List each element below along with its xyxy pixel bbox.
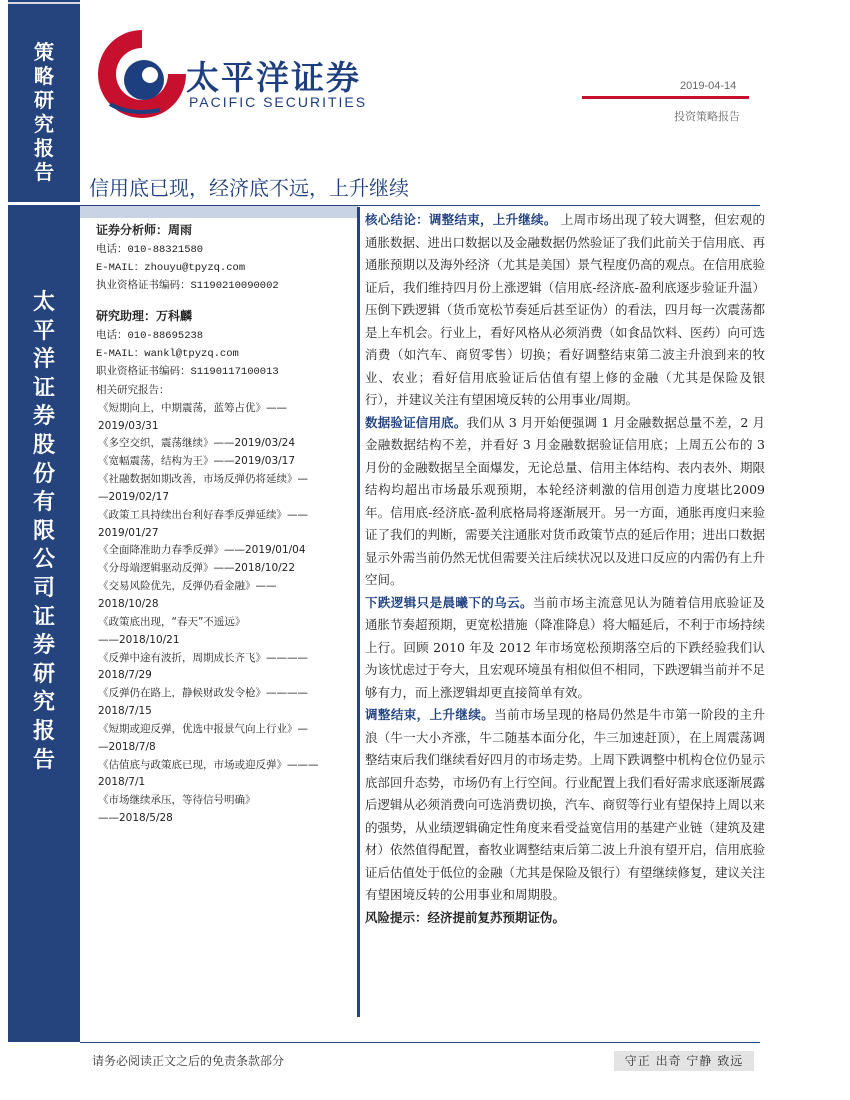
sidebar-top-line: [8, 2, 80, 4]
downside-logic-text: 当前市场主流意见认为随着信用底验证及通胀节奏超预期，更宽松措施（降准降息）将大幅延后，不利于市场持续上行。回顾 2010 年及 2012 年市场宽松预期落空后的下跌经验我们认为该忧虑过于夸大，且宏观环境虽有相似但不相同，下跌逻辑当前并不足够有力，而上涨逻辑却更直接简单有效。: [365, 594, 766, 700]
related-report-date: 2018/7/29: [98, 669, 152, 682]
sidebar-company-char: 限: [32, 517, 55, 544]
related-report-item: [96, 578, 358, 614]
related-report-date: 2019/03/31: [98, 419, 159, 432]
outlook-text: 当前市场呈现的格局仍然是牛市第一阶段的主升浪（牛一大小齐涨，牛二随基本面分化，牛三加速赶顶），在上周震荡调整结束后我们继续看好四月的市场走势。上周下跌调整中机构仓位仍显示底部回升态势，市场仍有上行空间。行业配置上我们看好需求底逐渐展露后逻辑从必须消费向可选消费切换，汽车、商贸等行业有望保持上周以来的强势，从业绩逻辑确定性角度来看受益宽信用的基建产业链（建筑及建材）依然值得配置，畜牧业调整结束后第二波上升浪有望开启，信用底验证后估值处于低位的金融（尤其是保险及银行）有望继续修复，建议关注有望困境反转的公用事业和周期股。: [365, 707, 766, 902]
analyst-phone: 电话：010-88321580: [96, 244, 204, 257]
sidebar-company-char: 告: [32, 746, 55, 773]
related-report-item: [96, 471, 358, 507]
related-report-item: [96, 721, 358, 757]
sidebar-company-char: 平: [32, 317, 55, 344]
assistant-phone: 电话：010-88695238: [96, 330, 204, 343]
downside-logic-heading: 下跌逻辑只是晨曦下的乌云。: [365, 594, 533, 610]
outlook-heading: 调整结束，上升继续。: [365, 707, 495, 722]
paragraph-core-conclusion: [365, 209, 765, 412]
company-motto: 守正 出奇 宁静 致远: [614, 1051, 754, 1071]
sidebar-company-char: 报: [32, 717, 55, 744]
related-report-item: [96, 685, 358, 721]
related-report-title: 《分母端逻辑驱动反弹》——2018/10/22: [98, 562, 296, 575]
report-type: 投资策略报告: [674, 110, 740, 123]
sidebar-report-category: [8, 40, 80, 184]
left-panel-header-band: [80, 206, 358, 218]
sidebar-company-name: [8, 288, 80, 774]
related-report-title: 《社融数据如期改善，市场反弹仍将延续》—: [98, 473, 308, 486]
analyst-panel: [96, 220, 358, 828]
sidebar-company-char: 公: [32, 546, 55, 573]
report-date: 2019-04-14: [680, 80, 737, 92]
sidebar-category-char: 告: [34, 160, 54, 184]
sidebar-company-char: 研: [32, 660, 55, 687]
analyst-email: E-MAIL：zhouyu@tpyzq.com: [96, 262, 246, 275]
related-report-date: 2018/7/1: [98, 776, 146, 789]
paragraph-outlook: [365, 704, 765, 907]
related-report-title: 《政策底出现，“春天”不遥远》: [98, 615, 246, 628]
sidebar-company-char: 究: [32, 689, 55, 716]
related-report-item: [96, 792, 358, 828]
paragraph-downside-logic: [365, 592, 765, 705]
related-reports-heading: 相关研究报告：: [96, 383, 170, 396]
related-report-item: [96, 614, 358, 650]
assistant-license: 职业资格证书编码：S1190117100013: [96, 366, 279, 378]
related-report-item: [96, 435, 358, 453]
related-report-title: 《短期或迎反弹，优选中报景气向上行业》—: [98, 722, 308, 735]
sidebar-category-char: 策: [34, 40, 54, 64]
data-verification-text: 我们从 3 月开始便强调 1 月金融数据总量不差，2 月金融数据结构不差，并看好 3 月金融数据验证信用底；上周五公布的 3 月份的金融数据呈全面爆发，无论总量、信用主体结构、表内表外、期限结构均超出市场最乐观预期，本轮经济刺激的信用创造力度堪比2009 年。信用底-经济底-盈利底格局将逐渐展开。另一方面，通胀再度归来验证了我们的判断，需要关注通胀对货币政策节点的延后作用；进出口数据显示外需当前仍然无忧但需要关注后续状况以及进口反应的内需仍有上升空间。: [365, 414, 766, 587]
sidebar-company-char: 券: [32, 403, 55, 430]
related-report-title: 《多空交织，震荡继续》——2019/03/24: [98, 437, 296, 450]
sidebar-company-char: 证: [32, 374, 55, 401]
sidebar-category-char: 究: [34, 112, 54, 136]
related-report-date: —2018/7/8: [98, 740, 156, 753]
brand-name-en: PACIFIC SECURITIES: [189, 94, 368, 110]
related-report-item: [96, 542, 358, 560]
related-report-date: —2019/02/17: [98, 490, 170, 503]
sidebar-category-char: 略: [34, 64, 54, 88]
related-report-date: ——2018/5/28: [98, 812, 173, 825]
related-report-item: [96, 560, 358, 578]
disclaimer-note: 请务必阅读正文之后的免责条款部分: [92, 1054, 285, 1068]
related-report-date: 2019/01/27: [98, 526, 159, 539]
related-report-title: 《估值底与政策底已现，市场或迎反弹》———: [98, 758, 319, 771]
related-report-title: 《交易风险优先，反弹仍看金融》——: [98, 580, 277, 593]
sidebar: [8, 0, 80, 1042]
related-report-title: 《短期向上，中期震荡，蓝筹占优》——: [98, 401, 287, 414]
related-report-title: 《宽幅震荡，结构为王》——2019/03/17: [98, 455, 296, 468]
assistant-title: 研究助理：万科麟: [96, 308, 193, 323]
sidebar-company-char: 司: [32, 574, 55, 601]
related-report-title: 《反弹中途有波折，周期成长齐飞》————: [98, 651, 308, 664]
related-report-date: 2018/10/28: [98, 597, 159, 610]
sidebar-company-char: 份: [32, 460, 55, 487]
related-report-title: 《全面降准助力春季反弹》——2019/01/04: [98, 544, 306, 557]
related-report-title: 《反弹仍在路上，静候财政发令枪》————: [98, 687, 308, 700]
page-title: 信用底已现，经济底不远，上升继续: [89, 176, 409, 200]
sidebar-divider: [8, 202, 80, 205]
related-report-date: ——2018/10/21: [98, 633, 180, 646]
sidebar-company-char: 券: [32, 632, 55, 659]
sidebar-category-char: 研: [34, 88, 54, 112]
related-report-item: [96, 650, 358, 686]
sidebar-company-char: 太: [32, 289, 55, 315]
data-verification-heading: 数据验证信用底。: [365, 414, 467, 430]
risk-warning: 风险提示：经济提前复苏预期证伪。: [365, 909, 566, 925]
header-accent-line: [582, 96, 749, 99]
core-conclusion-text: 上周市场出现了较大调整，但宏观的通胀数据、进出口数据以及金融数据仍然验证了我们此前关于信用底、再通胀预期以及海外经济（尤其是美国）景气程度仍高的观点。在信用底验证后，我们维持四月份上涨逻辑（信用底-经济底-盈利底逐步验证升温）压倒下跌逻辑（货币宽松节奏延后甚至证伪）的看法，四月每一次震荡都是上车机会。行业上，看好风格从必须消费（如食品饮料、医药）向可选消费（如汽车、商贸零售）切换；看好调整结束第二波主升浪到来的牧业、农业；看好信用底验证后估值有望上修的金融（尤其是保险及银行），并建议关注有望困境反转的公用事业/周期。: [365, 212, 766, 407]
assistant-email: E-MAIL：wankl@tpyzq.com: [96, 348, 239, 361]
related-report-item: [96, 453, 358, 471]
brand-name-cn: 太平洋证券: [186, 58, 361, 97]
sidebar-company-char: 证: [32, 603, 55, 630]
related-report-title: 《政策工具持续出台利好春季反弹延续》——: [98, 508, 308, 521]
sidebar-company-char: 有: [32, 489, 55, 516]
analyst-title: 证券分析师：周雨: [96, 223, 193, 237]
report-body: [365, 209, 765, 929]
footer-divider: [80, 1042, 760, 1043]
related-report-item: [96, 400, 358, 436]
related-reports-list: [96, 400, 358, 828]
related-report-item: [96, 757, 358, 793]
core-conclusion-heading: 核心结论：调整结束，上升继续。: [365, 212, 557, 227]
sidebar-company-char: 股: [32, 431, 55, 458]
related-report-date: 2018/7/15: [98, 705, 152, 718]
column-divider: [357, 207, 360, 1017]
sidebar-company-char: 洋: [32, 346, 55, 373]
paragraph-data-verification: [365, 412, 765, 592]
related-report-title: 《市场继续承压，等待信号明确》: [98, 794, 256, 807]
analyst-license: 执业资格证书编码：S1190210090002: [96, 280, 279, 293]
related-report-item: [96, 507, 358, 543]
sidebar-category-char: 报: [34, 136, 54, 160]
